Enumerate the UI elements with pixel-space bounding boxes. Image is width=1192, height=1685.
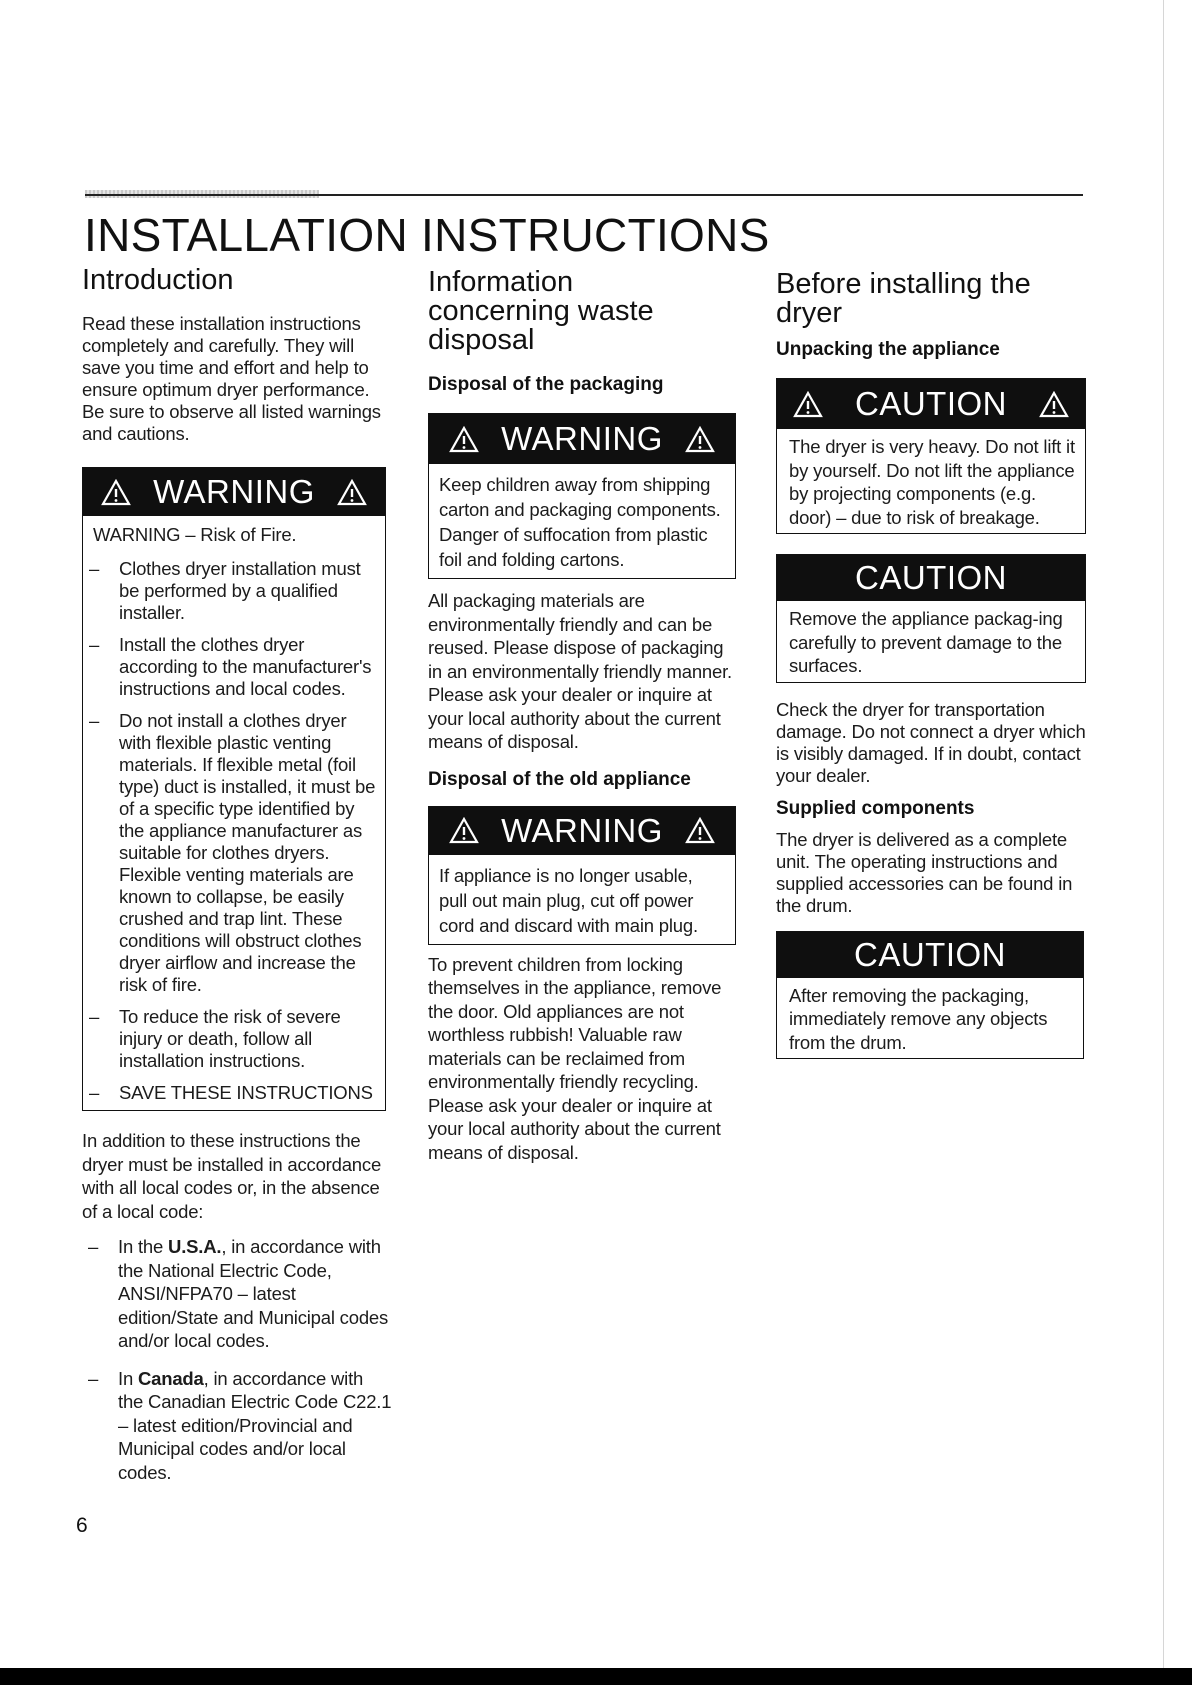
warning-triangle-icon (101, 479, 131, 506)
list-item: – SAVE THESE INSTRUCTIONS (83, 1082, 381, 1104)
warning-triangle-icon (1039, 391, 1069, 418)
warning-triangle-icon (685, 817, 715, 844)
old-appliance-warning-label: WARNING (501, 811, 663, 849)
packaging-warning-label: WARNING (501, 420, 663, 457)
warning-triangle-icon (449, 817, 479, 844)
packaging-caution-text: Remove the appliance packag-ing carefully to prevent damage to the surfaces. (789, 608, 1063, 676)
country-name: U.S.A. (168, 1236, 222, 1257)
fire-warning-box (82, 467, 386, 1111)
old-appliance-warning-text: If appliance is no longer usable, pull out main plug, cut off power cord and discard with main plug. (439, 864, 698, 936)
drum-caution-banner (777, 932, 1083, 978)
local-codes-paragraph: In addition to these instructions the dryer must be installed in accordance with all local codes or, in the absence of a local code: (82, 1130, 382, 1222)
introduction-heading: Introduction (82, 264, 234, 296)
list-item: – Clothes dryer installation must be performed by a qualified installer. (83, 558, 381, 624)
supplied-components-paragraph: The dryer is delivered as a complete unit. The operating instructions and supplied accessories can be found in the drum. (776, 828, 1073, 916)
old-appliance-warning-box (428, 806, 736, 945)
fire-warning-label: WARNING (153, 473, 315, 510)
packaging-caution-banner (777, 555, 1085, 601)
fire-warning-body (83, 516, 385, 1110)
packaging-warning-banner (429, 414, 735, 464)
waste-disposal-heading: Information concerning waste disposal (428, 266, 654, 356)
drum-caution-text: After removing the packaging, immediately remove any objects from the drum. (789, 984, 1048, 1053)
fire-warning-list (83, 558, 381, 1104)
heavy-caution-label: CAUTION (855, 385, 1007, 422)
packaging-warning-body (429, 464, 735, 578)
list-item (82, 1235, 392, 1353)
introduction-column (82, 266, 392, 1494)
transport-damage-paragraph: Check the dryer for transportation damage. Do not connect a dryer which is visibly damaged. If in doubt, contact your dealer. (776, 698, 1086, 786)
country-name: Canada (137, 1367, 204, 1389)
old-appliance-paragraph: To prevent children from locking themselves in the appliance, remove the door. Old appliances are not worthless rubbish! Valuable raw materials can be reclaimed from environmentally friendly recycling. Please ask your dealer or inquire at your local authority about the current means of disposal. (428, 953, 722, 1163)
packaging-warning-text: Keep children away from shipping carton and packaging components. Danger of suffocation from plastic foil and folding cartons. (439, 474, 721, 570)
page-number: 6 (76, 1514, 88, 1537)
heavy-caution-body (777, 429, 1085, 533)
codes-list (82, 1235, 392, 1484)
fire-warning-banner (83, 468, 385, 516)
supplied-components-subheading: Supplied components (776, 797, 975, 819)
packaging-warning-box (428, 413, 736, 579)
drum-caution-box (776, 931, 1084, 1060)
warning-triangle-icon (337, 479, 367, 506)
warning-triangle-icon (685, 426, 715, 453)
drum-caution-body (777, 978, 1083, 1059)
packaging-paragraph: All packaging materials are environmentally friendly and can be reused. Please dispose of packaging in an environmentally friendly manner. Please ask your dealer or inquire at your local authority about the current means of disposal. (428, 590, 732, 752)
introduction-paragraph: Read these installation instructions completely and carefully. They will save you time and effort and help to ensure optimum dryer performance. Be sure to observe all listed warnings and cautions. (82, 313, 381, 444)
waste-disposal-column (428, 268, 738, 1164)
packaging-caution-body (777, 601, 1085, 682)
unpacking-subheading: Unpacking the appliance (776, 339, 1000, 360)
code-text: In (118, 1367, 138, 1389)
packaging-caution-box (776, 554, 1086, 683)
list-item: – Install the clothes dryer according to the manufacturer's instructions and local codes. (83, 634, 381, 700)
old-appliance-warning-banner (429, 807, 735, 855)
old-appliance-subheading: Disposal of the old appliance (428, 768, 691, 790)
scan-bottom-edge (0, 1668, 1192, 1685)
fire-warning-lead: WARNING – Risk of Fire. (93, 524, 297, 545)
page-edge-line (1163, 0, 1164, 1668)
code-text: In the (118, 1236, 169, 1257)
code-text: , in accordance with the National Electric Code, ANSI/NFPA70 – latest edition/State and Municipal codes and/or local codes. (118, 1236, 389, 1351)
page-title: INSTALLATION INSTRUCTIONS (84, 209, 770, 261)
list-item: – Do not install a clothes dryer with flexible plastic venting materials. If flexible metal (foil type) duct is installed, it must be of a specific type identified by the appliance manufacturer as suitable for clothes dryers. Flexible venting materials are known to collapse, be easily crushed and trap lint. These conditions will obstruct clothes dryer airflow and increase the risk of fire. (83, 710, 381, 996)
header-rule (85, 194, 1083, 196)
before-installing-heading: Before installing the dryer (776, 268, 1031, 329)
drum-caution-label: CAUTION (854, 935, 1006, 973)
heavy-caution-box (776, 378, 1086, 534)
code-text: , in accordance with the Canadian Electric Code C22.1 – latest edition/Provincial and Municipal codes and/or local codes. (118, 1367, 392, 1483)
old-appliance-warning-body (429, 855, 735, 944)
packaging-caution-label: CAUTION (855, 559, 1007, 596)
warning-triangle-icon (449, 426, 479, 453)
packaging-subheading: Disposal of the packaging (428, 374, 664, 395)
list-item (82, 1367, 392, 1485)
list-item: – To reduce the risk of severe injury or death, follow all installation instructions. (83, 1006, 381, 1072)
heavy-caution-text: The dryer is very heavy. Do not lift it by yourself. Do not lift the appliance by projecting components (e.g. door) – due to risk of breakage. (789, 436, 1075, 528)
warning-triangle-icon (793, 391, 823, 418)
before-installing-column (776, 270, 1088, 1059)
heavy-caution-banner (777, 379, 1085, 429)
